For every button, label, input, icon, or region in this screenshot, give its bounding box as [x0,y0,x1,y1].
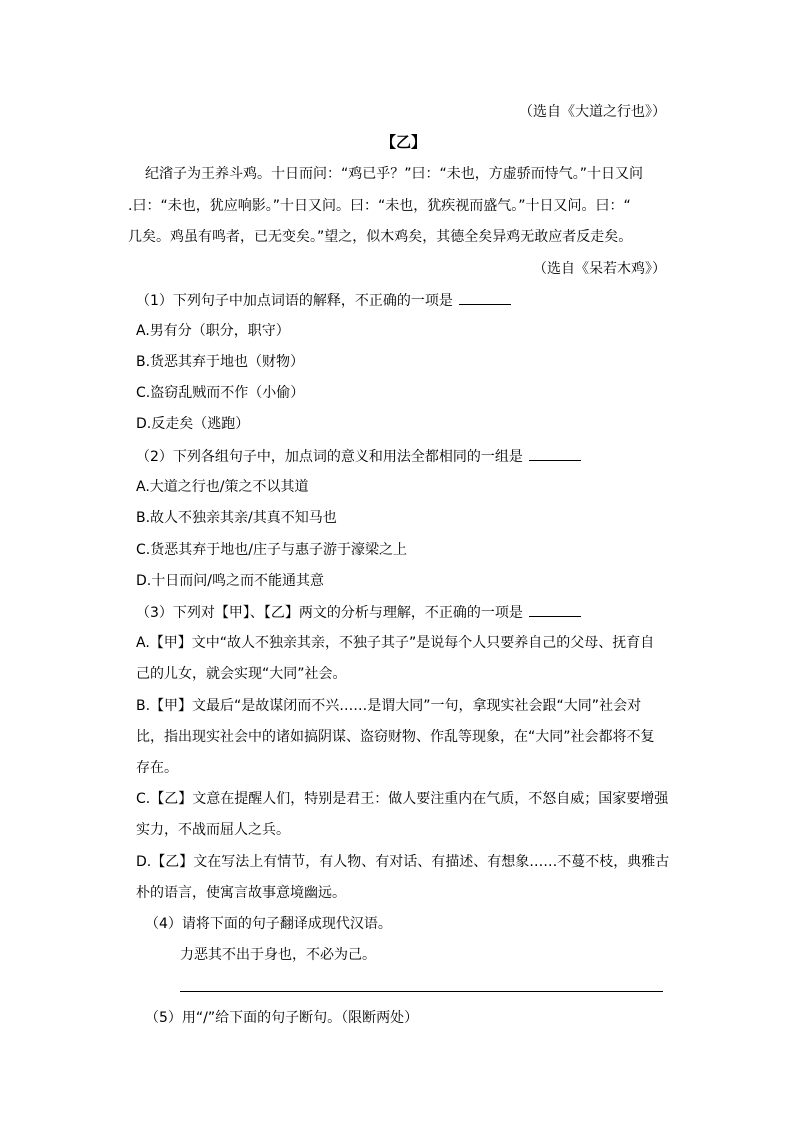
q3-stem-text: （3）下列对【甲】、【乙】两文的分析与理解，不正确的一项是 [136,605,523,621]
q3-option-line-8: D.【乙】文在写法上有情节，有人物、有对话、有描述、有想象……不蔓不枝，典雅古 [136,854,670,870]
yi-passage-line-3: 几矣。鸡虽有鸣者，已无变矣。”望之，似木鸡矣，其德全矣异鸡无敢应者反走矣。 [128,229,633,245]
q3-option-line-7: 实力，不战而屈人之兵。 [136,822,290,838]
q2-stem [136,446,581,467]
q2-option-b: B.故人不独亲其亲/其真不知马也 [136,510,337,526]
q2-option-a: A.大道之行也/策之不以其道 [136,479,309,495]
q3-option-line-2: 己的儿女，就会实现“大同”社会。 [136,666,347,682]
q3-option-line-4: 比，指出现实社会中的诸如搞阴谋、盗窃财物、作乱等现象，在“大同”社会都将不复 [136,729,655,745]
q1-option-b: B.货恶其弃于地也（财物） [136,354,305,370]
yi-passage-line-2: .曰：“未也，犹应响影。”十日又问。曰：“未也，犹疾视而盛气。”十日又问。曰：“ [128,198,631,214]
q2-option-c: C.货恶其弃于地也/庄子与惠子游于濠梁之上 [136,542,407,558]
q1-stem [136,290,511,311]
q3-stem [136,602,581,623]
q1-answer-blank[interactable] [459,290,511,305]
q1-option-c: C.盗窃乱贼而不作（小偷） [136,385,305,401]
q4-stem: （4）请将下面的句子翻译成现代汉语。 [145,916,392,932]
q5-stem: （5）用“/”给下面的句子断句。（限断两处） [145,1010,419,1026]
q3-option-line-3: B.【甲】文最后“是故谋闭而不兴……是谓大同”一句，拿现实社会跟“大同”社会对 [136,698,642,714]
q4-answer-line[interactable] [180,991,663,992]
q3-option-line-6: C.【乙】文意在提醒人们，特别是君王：做人要注重内在气质，不怒自威；国家要增强 [136,791,669,807]
q3-option-line-1: A.【甲】文中“故人不独亲其亲，不独子其子”是说每个人只要养自己的父母、抚育自 [136,635,655,651]
q3-answer-blank[interactable] [529,602,581,617]
q1-option-d: D.反走矣（逃跑） [136,416,250,432]
q4-sentence: 力恶其不出于身也，不必为己。 [180,947,376,963]
q1-stem-text: （1）下列句子中加点词语的解释，不正确的一项是 [136,293,453,309]
q2-option-d: D.十日而问/鸣之而不能通其意 [136,573,324,589]
q1-option-a: A.男有分（职分，职守） [136,323,290,339]
yi-passage-line-1: 纪渻子为王养斗鸡。十日而问：“鸡已乎？”曰：“未也，方虚骄而恃气。”十日又问 [145,166,644,182]
q3-option-line-9: 朴的语言，使寓言故事意境幽远。 [136,885,346,901]
source-yi: （选自《呆若木鸡》） [533,261,666,277]
q2-stem-text: （2）下列各组句子中，加点词的意义和用法全都相同的一组是 [136,449,523,465]
q3-option-line-5: 存在。 [136,760,178,776]
source-jia: （选自《大道之行也》） [519,104,666,120]
yi-title: 【乙】 [381,133,427,151]
q2-answer-blank[interactable] [529,446,581,461]
